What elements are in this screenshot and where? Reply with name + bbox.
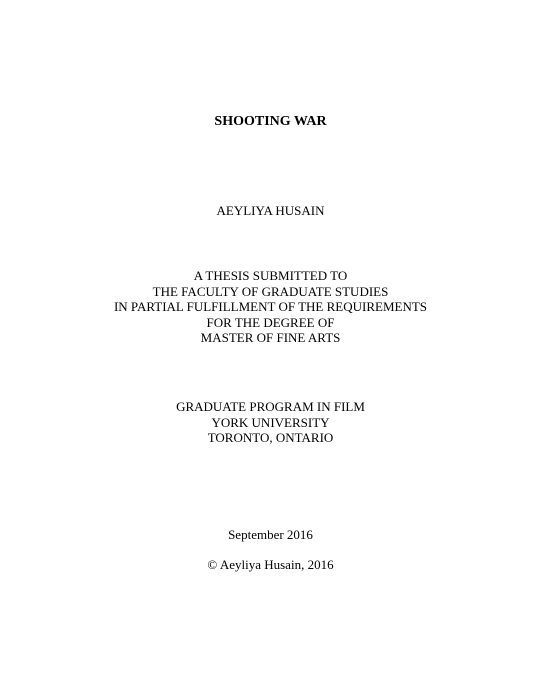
copyright-notice: © Aeyliya Husain, 2016: [207, 557, 334, 572]
thesis-statement-line: FOR THE DEGREE OF: [206, 314, 335, 330]
program-line: GRADUATE PROGRAM IN FILM: [176, 399, 365, 414]
thesis-title: SHOOTING WAR: [214, 114, 327, 129]
thesis-statement: [0, 268, 541, 346]
program-line: TORONTO, ONTARIO: [207, 430, 334, 445]
program-line: YORK UNIVERSITY: [211, 414, 330, 430]
program-info: [0, 399, 541, 446]
thesis-statement-line: A THESIS SUBMITTED TO: [193, 268, 348, 283]
author-name: AEYLIYA HUSAIN: [216, 203, 325, 218]
submission-date: September 2016: [228, 527, 313, 542]
thesis-statement-line: IN PARTIAL FULFILLMENT OF THE REQUIREMENTS: [113, 299, 428, 314]
thesis-statement-line: MASTER OF FINE ARTS: [200, 330, 341, 345]
thesis-statement-line: THE FACULTY OF GRADUATE STUDIES: [152, 283, 389, 299]
